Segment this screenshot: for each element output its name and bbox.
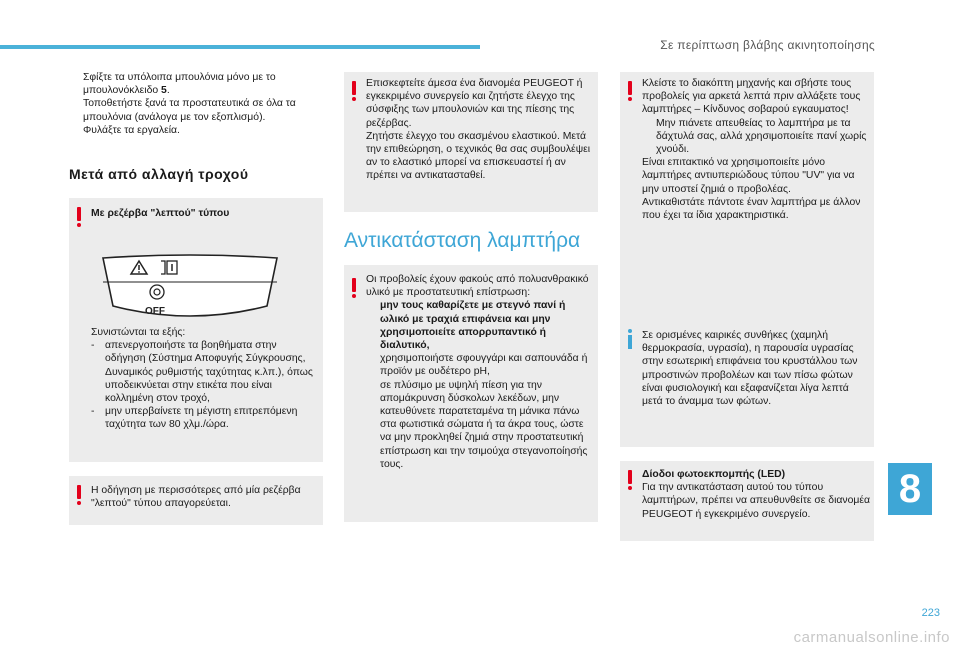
box-title: Με ρεζέρβα "λεπτού" τύπου (91, 208, 230, 219)
bullet-item: Σφίξτε τα υπόλοιπα μπουλόνια μόνο με το μπουλονόκλειδο 5. (69, 71, 323, 97)
warning-icon (628, 81, 632, 95)
bulb-safety-box: Κλείστε το διακόπτη μηχανής και σβήστε τους προβολείς για αρκετά λεπτά πριν αλλάξετε τους λαμπτήρες – Κίνδυνος σοβαρού εγκαυματος! Μην πιάνετε απευθείας το λαμπτήρα με τα δάχτυλά σας, αλλά χρησιμοποιείτε πανί χωρίς χνούδι. Είναι επιτακτικό να χρησιμοποιείτε μόνο λαμπτήρες αντιυπεριώδους τύπου "UV" για να μην υποστεί ζημιά ο προβολέας. Αντικαθιστάτε πάντοτε έναν λαμπτήρα με άλλον που έχει τα ίδια χαρακτηριστικά. (620, 72, 874, 324)
bullet-arrow-icon (366, 352, 380, 378)
recommendations: Συνιστώνται τα εξής: - απενεργοποιήστε τα βοηθήματα στην οδήγηση (Σύστημα Αποφυγής Σύγκρουσης, Δυναμικός ρυθμιστής ταχύτητας κ.λπ.), όπως υποδεικνύεται στην ετικέτα που είναι κολλημένη στον τροχό, - μην υπερβαίνετε τη μέγιστη επιτρεπόμενη ταχύτητα των 80 χλμ./ώρα. (91, 326, 317, 432)
bullet-item: σε πλύσιμο με υψηλή πίεση για την απομάκρυνση δύσκολων λεκέδων, μην κατευθύνετε παρατεταμένα τη μάνικα πάνω στα φωτιστικά σώματα ή τα άκρα τους, ώστε να μην προκληθεί ζημιά στην προστατευτική επίστρωση και την τσιμούχα στεγανοποίησής τους. (366, 379, 594, 471)
dash-item: - μην υπερβαίνετε τη μέγιστη επιτρεπόμενη ταχύτητα των 80 χλμ./ώρα. (91, 406, 298, 431)
condensation-info-box: Σε ορισμένες καιρικές συνθήκες (χαμηλή θερμοκρασία, υγρασία), η παρουσία υγρασίας στην εσωτερική επιφάνεια του κρυστάλλου των μπροστινών προβολέων και των πίσω φώτων είναι φυσιολογική και εξαφανίζεται λίγα λεπτά μετά το άναμμα των φώτων. (620, 321, 874, 447)
bullet-arrow-icon (69, 97, 83, 123)
spare-wheel-label-illustration (101, 252, 279, 322)
bullet-item: Μην πιάνετε απευθείας το λαμπτήρα με τα δάχτυλά σας, αλλά χρησιμοποιείτε πανί χωρίς χνούδι. (642, 117, 870, 157)
bullet-arrow-icon (69, 71, 83, 97)
warning-icon (352, 278, 356, 292)
bullet-arrow-icon (69, 124, 83, 137)
led-warning-box: Δίοδοι φωτοεκπομπής (LED) Για την αντικατάσταση αυτού του τύπου λαμπτήρων, πρέπει να απευθυνθείτε σε διανομέα PEUGEOT ή εγκεκριμένο συνεργείο. (620, 461, 874, 541)
page-header: Σε περίπτωση βλάβης ακινητοποίησης (660, 38, 875, 52)
section-title: Αντικατάσταση λαμπτήρα (344, 229, 581, 252)
info-icon (628, 335, 632, 349)
header-rule (0, 45, 480, 49)
bullet-item: Φυλάξτε τα εργαλεία. (69, 124, 323, 137)
warning-icon (77, 207, 81, 221)
headlamp-lens-box: Οι προβολείς έχουν φακούς από πολυανθρακικό υλικό με προστατευτική επίστρωση: μην τους καθαρίζετε με στεγνό πανί ή ωλικό με τραχιά επιφάνεια και μην χρησιμοποιείτε απορρυπαντικό ή διαλυτικό, χρησιμοποιήστε σφουγγάρι και σαπουνάδα ή προϊόν με ουδέτερο pH, σε πλύσιμο με υψηλή πίεση για την απομάκρυνση δύσκολων λεκέδων, μην κατευθύνετε παρατεταμένα τη μάνικα πάνω στα φωτιστικά σώματα ή τα άκρα τους, ώστε να μην προκληθεί ζημιά στην προστατευτική επίστρωση και την τσιμούχα στεγανοποίησής τους. (344, 265, 598, 522)
bullet-item: χρησιμοποιήστε σφουγγάρι και σαπουνάδα ή προϊόν με ουδέτερο pH, (366, 352, 594, 378)
column-1-bullets (69, 71, 323, 137)
bullet-arrow-icon (642, 117, 656, 157)
spare-wheel-box (69, 198, 323, 462)
bullet-item: μην τους καθαρίζετε με στεγνό πανί ή ωλικό με τραχιά επιφάνεια και μην χρησιμοποιείτε απορρυπαντικό ή διαλυτικό, (366, 299, 594, 352)
dash-item: - απενεργοποιήστε τα βοηθήματα στην οδήγηση (Σύστημα Αποφυγής Σύγκρουσης, Δυναμικός ρυθμιστής ταχύτητας κ.λπ.), όπως υποδεικνύεται στην ετικέτα που είναι κολλημένη στον τροχό, (91, 340, 313, 405)
warning-icon (352, 81, 356, 95)
off-label: OFF (145, 306, 165, 317)
dealer-visit-box: Επισκεφτείτε άμεσα ένα διανομέα PEUGEOT ή εγκεκριμένο συνεργείο και ζητήστε έλεγχο της σύσφιξης των μπουλονιών και της πίεσης της ρεζέρβας. Ζητήστε έλεγχο του σκασμένου ελαστικού. Μετά την επιθεώρηση, ο τεχνικός θα σας συμβουλέψει αν το ελαστικό μπορεί να επισκευαστεί ή αν πρέπει να αντικατασταθεί. (344, 72, 598, 212)
multiple-spare-warning-box: Η οδήγηση με περισσότερες από μία ρεζέρβα "λεπτού" τύπου απαγορεύεται. (69, 476, 323, 525)
bullet-arrow-icon (366, 379, 380, 471)
page-number: 223 (921, 607, 940, 619)
watermark: carmanualsonline.info (793, 629, 950, 646)
chapter-tab: 8 (888, 463, 932, 515)
section-title: Μετά από αλλαγή τροχού (69, 166, 249, 182)
bullet-item: Τοποθετήστε ξανά τα προστατευτικά σε όλα τα μπουλόνια (ανάλογα με τον εξοπλισμό). (69, 97, 323, 123)
bullet-arrow-icon (366, 299, 380, 352)
warning-icon (77, 485, 81, 499)
warning-icon (628, 470, 632, 484)
